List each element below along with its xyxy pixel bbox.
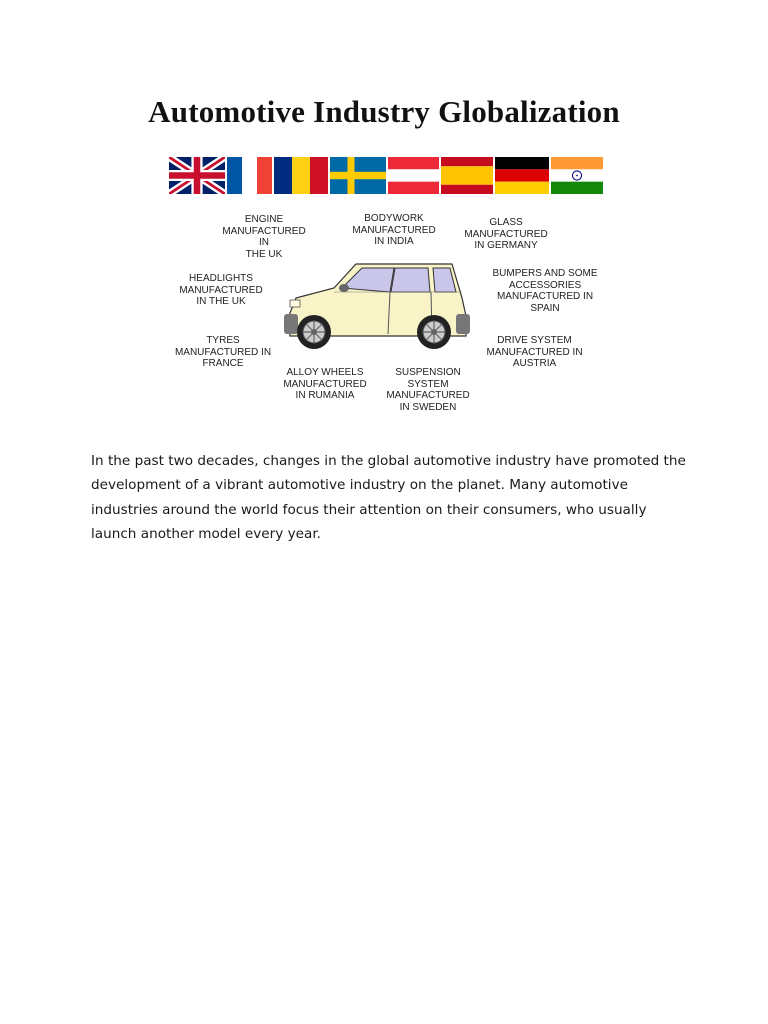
label-tyres: TYRES MANUFACTURED IN FRANCE xyxy=(174,335,272,369)
india-flag-icon xyxy=(551,157,603,194)
page-title: Automotive Industry Globalization xyxy=(148,94,620,129)
label-suspension: SUSPENSION SYSTEM MANUFACTURED IN SWEDEN xyxy=(386,367,470,413)
label-headlights: HEADLIGHTS MANUFACTURED IN THE UK xyxy=(179,273,263,307)
label-bumpers: BUMPERS AND SOME ACCESSORIES MANUFACTURED IN SPAIN xyxy=(492,268,598,314)
label-glass: GLASS MANUFACTURED IN GERMANY xyxy=(464,217,548,251)
sweden-flag-icon xyxy=(330,157,386,194)
flags-row xyxy=(169,157,605,195)
label-bodywork: BODYWORK MANUFACTURED IN INDIA xyxy=(352,213,436,247)
body-paragraph: In the past two decades, changes in the global automotive industry have promoted the development of a vibrant automotive industry on the planet. Many automotive industries around the world focus their attention on their consumers, who usually launch another model every year. xyxy=(91,453,686,542)
label-alloy-wheels: ALLOY WHEELS MANUFACTURED IN RUMANIA xyxy=(283,367,367,401)
germany-flag-icon xyxy=(495,157,549,194)
label-engine: ENGINE MANUFACTURED IN THE UK xyxy=(222,214,306,260)
france-flag-icon xyxy=(227,157,272,194)
uk-flag-icon xyxy=(169,157,225,194)
austria-flag-icon xyxy=(388,157,439,194)
romania-flag-icon xyxy=(274,157,328,194)
car-icon xyxy=(282,258,472,354)
spain-flag-icon xyxy=(441,157,493,194)
label-drive-system: DRIVE SYSTEM MANUFACTURED IN AUSTRIA xyxy=(486,335,583,369)
